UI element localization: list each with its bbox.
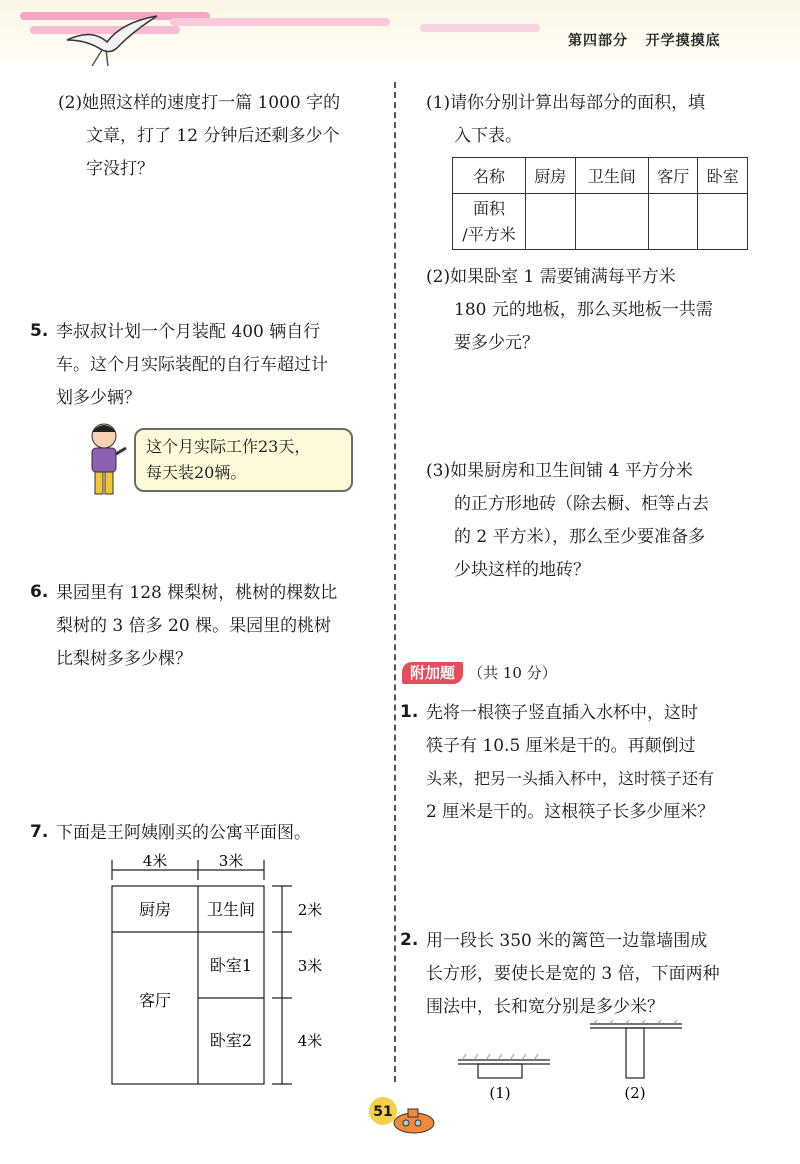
dim-label: 4米	[297, 1032, 323, 1050]
bonus-heading	[402, 662, 557, 683]
text-line: 字没打？	[86, 159, 154, 179]
table-header: 卫生间	[575, 158, 648, 194]
bubble-line: 这个月实际工作23天，	[146, 437, 311, 456]
boy-icon	[82, 420, 132, 500]
table-header: 名称	[453, 158, 526, 194]
question-5	[30, 321, 328, 409]
bonus-question-2	[400, 930, 720, 1018]
answer-cell[interactable]	[648, 194, 698, 250]
figure-label: (1)	[489, 1084, 511, 1102]
bonus-question-1	[400, 702, 714, 823]
room-label: 卧室1	[209, 956, 253, 975]
question-number: 5.	[30, 321, 49, 341]
figure-label: (2)	[624, 1084, 646, 1102]
header-title	[568, 30, 721, 50]
header-stripe	[170, 18, 390, 26]
question-4-part-2	[58, 92, 340, 180]
question-6	[30, 582, 337, 670]
dim-label: 4米	[142, 852, 168, 870]
text-line: 文章，打了 12 分钟后还剩多少个	[86, 126, 340, 146]
text-line: (2)如果卧室 1 需要铺满每平方米	[426, 267, 676, 287]
text-line: 李叔叔计划一个月装配 400 辆自行	[56, 322, 321, 342]
header-stripe	[420, 24, 540, 32]
room-label: 客厅	[138, 991, 172, 1010]
text-line: 筷子有 10.5 厘米是干的。再颠倒过	[426, 736, 696, 756]
question-number: 2.	[400, 930, 419, 950]
text-line: 梨树的 3 倍多 20 棵。果园里的桃树	[56, 616, 332, 636]
text-line: 果园里有 128 棵梨树，桃树的棵数比	[56, 583, 338, 603]
text-line: 的 2 平方米），那么至少要准备多	[454, 527, 706, 547]
table-row-label	[453, 194, 526, 250]
speech-bubble	[134, 428, 353, 492]
question-number: 1.	[400, 702, 419, 722]
text-line: 用一段长 350 米的篱笆一边靠墙围成	[426, 931, 708, 951]
area-label: 面积	[472, 198, 505, 218]
text-line: 划多少辆？	[56, 388, 141, 408]
text-line: (2)她照这样的速度打一篇 1000 字的	[58, 93, 341, 113]
room-label: 卫生间	[206, 900, 256, 919]
answer-cell[interactable]	[698, 194, 748, 250]
fence-figures	[450, 1020, 690, 1105]
table-header: 厨房	[526, 158, 576, 194]
question-number: 7.	[30, 822, 49, 842]
answer-cell[interactable]	[575, 194, 648, 250]
text-line: 围法中，长和宽分别是多少米？	[426, 997, 664, 1017]
text-line: 比梨树多多少棵？	[56, 649, 192, 669]
section-label: 第四部分	[568, 33, 628, 49]
part-1	[426, 92, 705, 147]
bonus-tag: 附加题	[402, 662, 463, 684]
dim-label: 3米	[218, 852, 244, 870]
text-line: (3)如果厨房和卫生间铺 4 平方分米	[426, 461, 693, 481]
text-line: 要多少元？	[454, 333, 539, 353]
topic-label: 开学摸摸底	[645, 33, 721, 49]
bonus-score: （共 10 分）	[468, 664, 557, 682]
area-unit-label: /平方米	[462, 224, 516, 244]
question-7	[30, 822, 311, 844]
text-line: 车。这个月实际装配的自行车超过计	[56, 355, 328, 375]
table-header: 客厅	[648, 158, 698, 194]
text-line: (1)请你分别计算出每部分的面积，填	[426, 93, 706, 113]
bubble-line: 每天装20辆。	[146, 463, 247, 482]
submarine-icon	[390, 1105, 440, 1137]
room-label: 卧室2	[209, 1031, 253, 1050]
area-table	[452, 157, 748, 250]
floor-plan	[100, 850, 330, 1090]
text-line: 入下表。	[454, 126, 522, 146]
page-number: 51	[373, 1104, 393, 1120]
column-divider	[394, 82, 396, 1082]
answer-cell[interactable]	[526, 194, 576, 250]
text-line: 2 厘米是干的。这根筷子长多少厘米？	[426, 802, 715, 822]
text-line: 的正方形地砖（除去橱、柜等占去	[454, 494, 709, 514]
dim-label: 2米	[297, 901, 323, 919]
text-line: 头来，把另一头插入杯中，这时筷子还有	[426, 769, 715, 788]
room-label: 厨房	[138, 900, 172, 919]
text-line: 下面是王阿姨刚买的公寓平面图。	[56, 823, 311, 843]
part-3	[426, 460, 709, 581]
text-line: 先将一根筷子竖直插入水杯中，这时	[426, 703, 698, 723]
part-2	[426, 266, 713, 354]
question-number: 6.	[30, 582, 49, 602]
text-line: 少块这样的地砖？	[454, 560, 590, 580]
text-line: 180 元的地板，那么买地板一共需	[454, 300, 713, 320]
text-line: 长方形，要使长是宽的 3 倍，下面两种	[426, 964, 720, 984]
seagull-icon	[62, 10, 162, 70]
dim-label: 3米	[297, 957, 323, 975]
table-header: 卧室	[698, 158, 748, 194]
